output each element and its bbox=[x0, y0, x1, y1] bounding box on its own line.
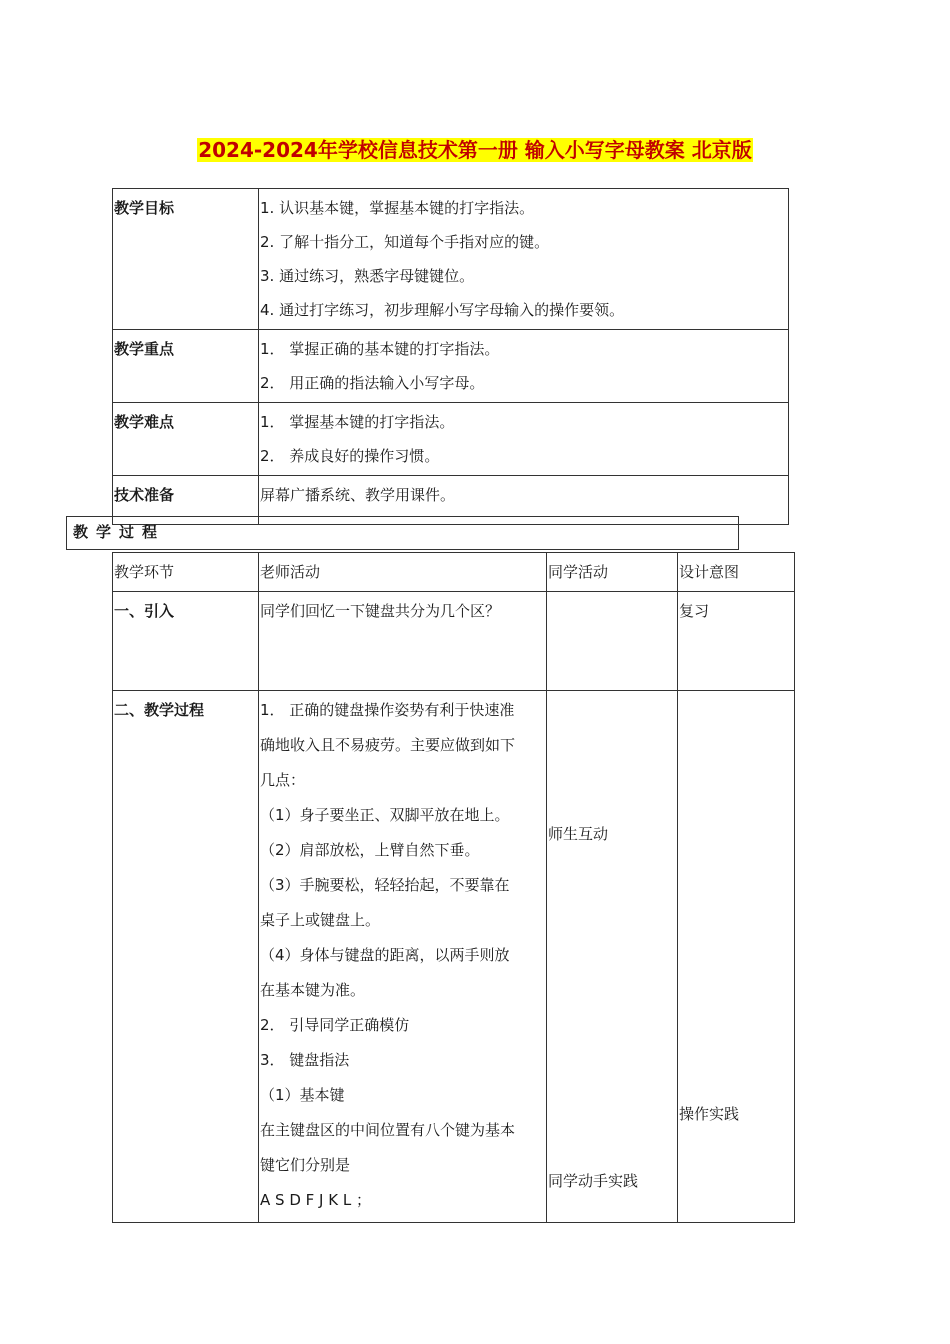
intro-intent: 复习 bbox=[678, 592, 795, 691]
main-teacher bbox=[259, 691, 547, 1223]
main-student bbox=[547, 691, 678, 1223]
teacher-line: （1）基本键 bbox=[260, 1086, 345, 1104]
header-student: 同学活动 bbox=[547, 553, 678, 592]
goal-line: 1. 认识基本键，掌握基本键的打字指法。 bbox=[260, 199, 535, 217]
main-intent bbox=[678, 691, 795, 1223]
main-stage: 二、教学过程 bbox=[113, 691, 259, 1223]
difficulties-label: 教学难点 bbox=[113, 403, 259, 476]
difficulties-row bbox=[113, 403, 789, 476]
intro-student bbox=[547, 592, 678, 691]
difficulty-line: 2． 养成良好的操作习惯。 bbox=[260, 447, 440, 465]
teacher-line: 在主键盘区的中间位置有八个键为基本 bbox=[260, 1121, 516, 1139]
teacher-line: （1）身子要坐正、双脚平放在地上。 bbox=[260, 806, 510, 824]
document-title: 2024-2024年学校信息技术第一册 输入小写字母教案 北京版 bbox=[198, 138, 752, 162]
goal-line: 2. 了解十指分工，知道每个手指对应的键。 bbox=[260, 233, 550, 251]
teacher-line: （3）手腕要松，轻轻抬起，不要靠在 bbox=[260, 876, 510, 894]
process-header-row bbox=[113, 553, 795, 592]
teacher-line: 3． 键盘指法 bbox=[260, 1051, 350, 1069]
student-interaction: 师生互动 bbox=[548, 825, 609, 843]
teacher-line: 2． 引导同学正确模仿 bbox=[260, 1016, 410, 1034]
keypoints-content bbox=[259, 330, 789, 403]
student-cell-wrap bbox=[548, 693, 676, 1213]
goals-row bbox=[113, 189, 789, 330]
tech-line: 屏幕广播系统、教学用课件。 bbox=[260, 486, 456, 504]
tech-label: 技术准备 bbox=[113, 476, 259, 525]
intro-stage: 一、引入 bbox=[113, 592, 259, 691]
teacher-line: （4）身体与键盘的距离，以两手则放 bbox=[260, 946, 510, 964]
overview-table bbox=[112, 188, 789, 525]
teacher-line: 键它们分别是 bbox=[260, 1156, 351, 1174]
teacher-line: 在基本键为准。 bbox=[260, 981, 366, 999]
keypoint-line: 1． 掌握正确的基本键的打字指法。 bbox=[260, 340, 500, 358]
teacher-line: （2）肩部放松，上臂自然下垂。 bbox=[260, 841, 480, 859]
goals-content bbox=[259, 189, 789, 330]
process-heading: 教学过程 bbox=[66, 516, 739, 550]
teacher-line: 桌子上或键盘上。 bbox=[260, 911, 381, 929]
main-row bbox=[113, 691, 795, 1223]
goals-label: 教学目标 bbox=[113, 189, 259, 330]
difficulties-content bbox=[259, 403, 789, 476]
goal-line: 3. 通过练习，熟悉字母键键位。 bbox=[260, 267, 475, 285]
intent-practice: 操作实践 bbox=[679, 1105, 740, 1123]
teacher-line: 1． 正确的键盘操作姿势有利于快速准 bbox=[260, 701, 515, 719]
teacher-line: 确地收入且不易疲劳。主要应做到如下 bbox=[260, 736, 516, 754]
goal-line: 4. 通过打字练习，初步理解小写字母输入的操作要领。 bbox=[260, 301, 625, 319]
keypoints-label: 教学重点 bbox=[113, 330, 259, 403]
keypoint-line: 2． 用正确的指法输入小写字母。 bbox=[260, 374, 485, 392]
header-intent: 设计意图 bbox=[678, 553, 795, 592]
intro-teacher: 同学们回忆一下键盘共分为几个区？ bbox=[259, 592, 547, 691]
student-practice: 同学动手实践 bbox=[548, 1172, 639, 1190]
teacher-line: A S D F J K L ； bbox=[260, 1191, 371, 1209]
process-table bbox=[112, 552, 795, 1223]
intent-cell-wrap bbox=[679, 693, 793, 1213]
teacher-line: 几点： bbox=[260, 771, 306, 789]
keypoints-row bbox=[113, 330, 789, 403]
header-teacher: 老师活动 bbox=[259, 553, 547, 592]
intro-row bbox=[113, 592, 795, 691]
difficulty-line: 1． 掌握基本键的打字指法。 bbox=[260, 413, 455, 431]
header-stage: 教学环节 bbox=[113, 553, 259, 592]
